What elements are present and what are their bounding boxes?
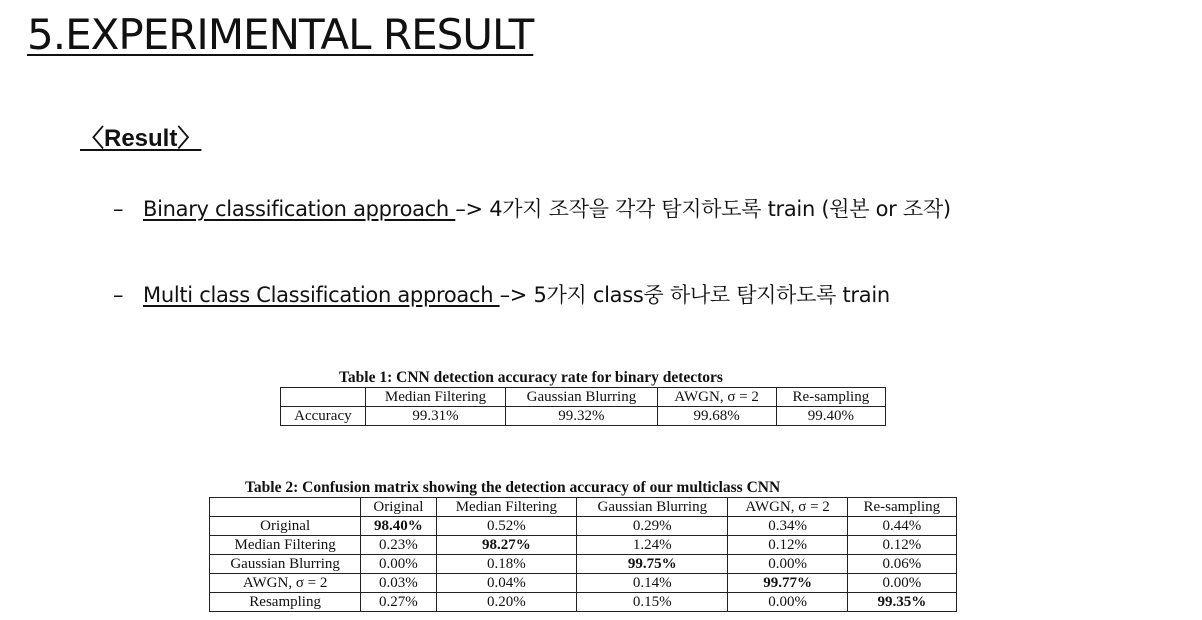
bullet-link-text: Binary classification approach <box>143 197 456 221</box>
table-header-cell: Original <box>361 498 436 517</box>
table-cell: 0.12% <box>847 536 956 555</box>
table-cell: 98.27% <box>436 536 577 555</box>
bullet-binary-classification <box>113 193 951 223</box>
table-cell: 0.15% <box>577 593 728 612</box>
table-cell: 1.24% <box>577 536 728 555</box>
table-cell: 99.77% <box>728 574 847 593</box>
bullet-description: –> 5가지 class중 하나로 탐지하도록 train <box>499 283 890 307</box>
table-row-label: Gaussian Blurring <box>210 555 361 574</box>
table-row-label: Original <box>210 517 361 536</box>
table-cell: 0.52% <box>436 517 577 536</box>
bullet-dash: – <box>113 197 124 221</box>
table-cell: 0.44% <box>847 517 956 536</box>
table-row-label: AWGN, σ = 2 <box>210 574 361 593</box>
table-cell: 0.20% <box>436 593 577 612</box>
bullet-multiclass-classification <box>113 279 890 309</box>
table-row <box>210 574 957 593</box>
table-cell: 0.06% <box>847 555 956 574</box>
table-cell: 99.40% <box>776 407 885 426</box>
table-cell: 99.35% <box>847 593 956 612</box>
table-header-cell: Re-sampling <box>776 388 885 407</box>
table-cell: 99.31% <box>365 407 506 426</box>
table-cell: 99.32% <box>506 407 657 426</box>
table-header-row <box>210 498 957 517</box>
table-header-cell: Gaussian Blurring <box>577 498 728 517</box>
table2-caption: Table 2: Confusion matrix showing the detection accuracy of our multiclass CNN <box>245 479 781 496</box>
table-cell: 0.23% <box>361 536 436 555</box>
table-row <box>210 555 957 574</box>
table-row <box>210 517 957 536</box>
table-row-label: Median Filtering <box>210 536 361 555</box>
table-cell: 99.68% <box>657 407 776 426</box>
bullet-link-text: Multi class Classification approach <box>143 283 500 307</box>
bullet-dash: – <box>113 283 124 307</box>
table-cell: 0.12% <box>728 536 847 555</box>
table-cell: 0.34% <box>728 517 847 536</box>
table-row-label: Resampling <box>210 593 361 612</box>
table-cell: 0.00% <box>847 574 956 593</box>
table-cell: 99.75% <box>577 555 728 574</box>
slide-title: 5.EXPERIMENTAL RESULT <box>27 10 534 59</box>
binary-accuracy-table <box>280 387 886 426</box>
table-cell: 0.00% <box>728 555 847 574</box>
table-header-cell: AWGN, σ = 2 <box>657 388 776 407</box>
table1-caption: Table 1: CNN detection accuracy rate for binary detectors <box>339 369 723 386</box>
table-header-cell: Median Filtering <box>436 498 577 517</box>
table-cell: 0.18% <box>436 555 577 574</box>
table-header-row <box>281 388 886 407</box>
table-row <box>281 407 886 426</box>
table-cell: 98.40% <box>361 517 436 536</box>
table-header-cell: Gaussian Blurring <box>506 388 657 407</box>
table-header-cell: AWGN, σ = 2 <box>728 498 847 517</box>
table-cell: 0.00% <box>728 593 847 612</box>
table-cell: 0.14% <box>577 574 728 593</box>
table-row-label: Accuracy <box>281 407 366 426</box>
table-cell: 0.00% <box>361 555 436 574</box>
table-row <box>210 536 957 555</box>
confusion-matrix-table <box>209 497 957 612</box>
table-header-cell <box>210 498 361 517</box>
table-header-cell <box>281 388 366 407</box>
table-cell: 0.03% <box>361 574 436 593</box>
table-row <box>210 593 957 612</box>
table-header-cell: Median Filtering <box>365 388 506 407</box>
bullet-description: –> 4가지 조작을 각각 탐지하도록 train (원본 or 조작) <box>455 197 951 221</box>
table-cell: 0.29% <box>577 517 728 536</box>
section-heading: 〈Result〉 <box>80 125 202 152</box>
table-cell: 0.04% <box>436 574 577 593</box>
table-cell: 0.27% <box>361 593 436 612</box>
table-header-cell: Re-sampling <box>847 498 956 517</box>
